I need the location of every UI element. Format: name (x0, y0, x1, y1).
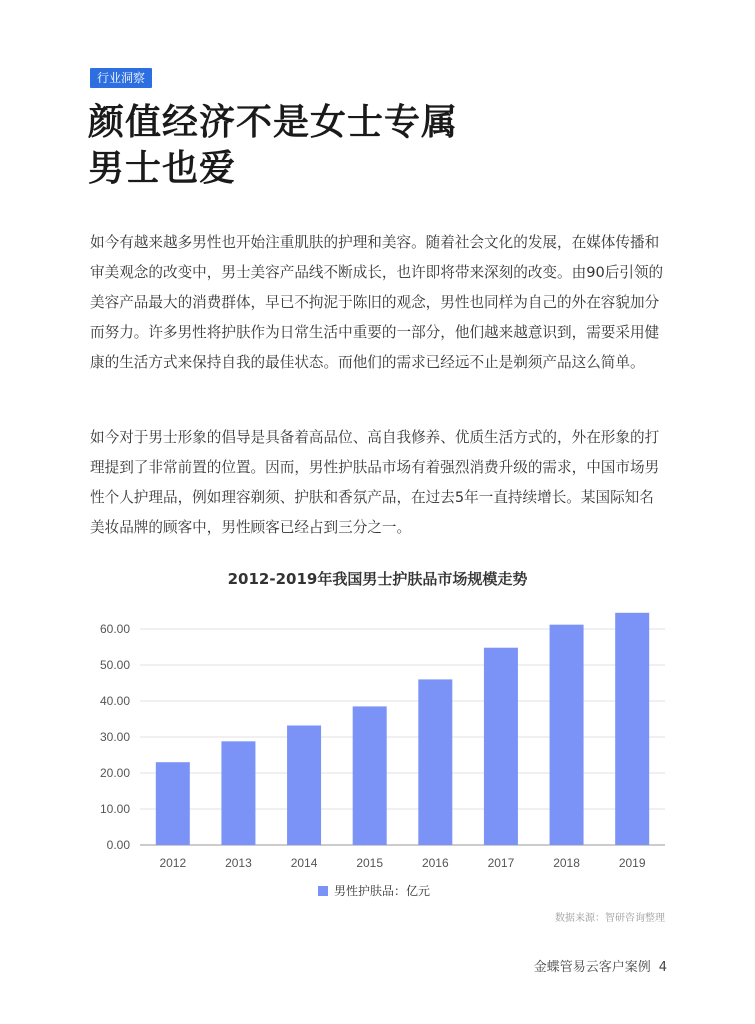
footer-text: 金蝶管易云客户案例 (533, 960, 651, 975)
x-tick-label: 2015 (356, 856, 384, 870)
page-number: 4 (658, 960, 667, 975)
y-tick-label: 10.00 (99, 802, 130, 816)
data-source: 数据来源：智研咨询整理 (555, 913, 665, 924)
bar-2015 (353, 706, 387, 845)
title-line-2: 男士也爱 (88, 148, 237, 189)
paragraph-1: 如今有越来越多男性也开始注重肌肤的护理和美容。随着社会文化的发展，在媒体传播和审美观念的改变中，男士美容产品线不断成长，也许即将带来深刻的改变。由90后引领的美容产品最大的消费群体，早已不拘泥于陈旧的观念，男性也同样为自己的外在容貌加分而努力。许多男性将护肤作为日常生活中重要的一部分，他们越来越意识到，需要采用健康的生活方式来保持自我的最佳状态。而他们的需求已经远不止是剃须产品这么简单。 (90, 234, 664, 371)
x-tick-label: 2013 (225, 856, 252, 870)
paragraph-2: 如今对于男士形象的倡导是具备着高品位、高自我修养、优质生活方式的，外在形象的打理提到了非常前置的位置。因而，男性护肤品市场有着强烈消费升级的需求，中国市场男性个人护理品，例如理容剃须、护肤和香氛产品，在过去5年一直持续增长。某国际知名美妆品牌的顾客中，男性顾客已经占到三分之一。 (90, 429, 660, 536)
section-tag: 行业洞察 (90, 68, 152, 88)
bar-chart (0, 595, 755, 880)
legend-label: 男性护肤品：亿元 (334, 884, 431, 898)
title-line-1: 颜值经济不是女士专属 (88, 102, 459, 143)
chart-title: 2012-2019年我国男士护肤品市场规模走势 (227, 570, 528, 588)
chart-legend (318, 882, 430, 899)
x-tick-label: 2014 (290, 856, 318, 870)
bar-2014 (287, 725, 321, 845)
x-tick-label: 2017 (487, 856, 515, 870)
y-tick-label: 30.00 (99, 730, 130, 744)
y-tick-label: 40.00 (99, 694, 130, 708)
page-title (88, 100, 458, 192)
bar-2019 (615, 613, 649, 845)
bar-2013 (221, 741, 255, 845)
legend-swatch (318, 886, 328, 896)
x-tick-label: 2016 (421, 856, 449, 870)
bar-2016 (418, 679, 452, 845)
y-tick-label: 0.00 (106, 838, 130, 852)
page-footer (534, 956, 667, 975)
y-tick-label: 20.00 (99, 766, 130, 780)
x-tick-label: 2012 (159, 856, 187, 870)
bar-2017 (484, 648, 518, 845)
y-tick-label: 50.00 (99, 658, 130, 672)
bar-2018 (550, 625, 584, 845)
x-tick-label: 2018 (553, 856, 580, 870)
x-tick-label: 2019 (618, 856, 646, 870)
bar-2012 (156, 762, 190, 845)
y-tick-label: 60.00 (99, 622, 130, 636)
